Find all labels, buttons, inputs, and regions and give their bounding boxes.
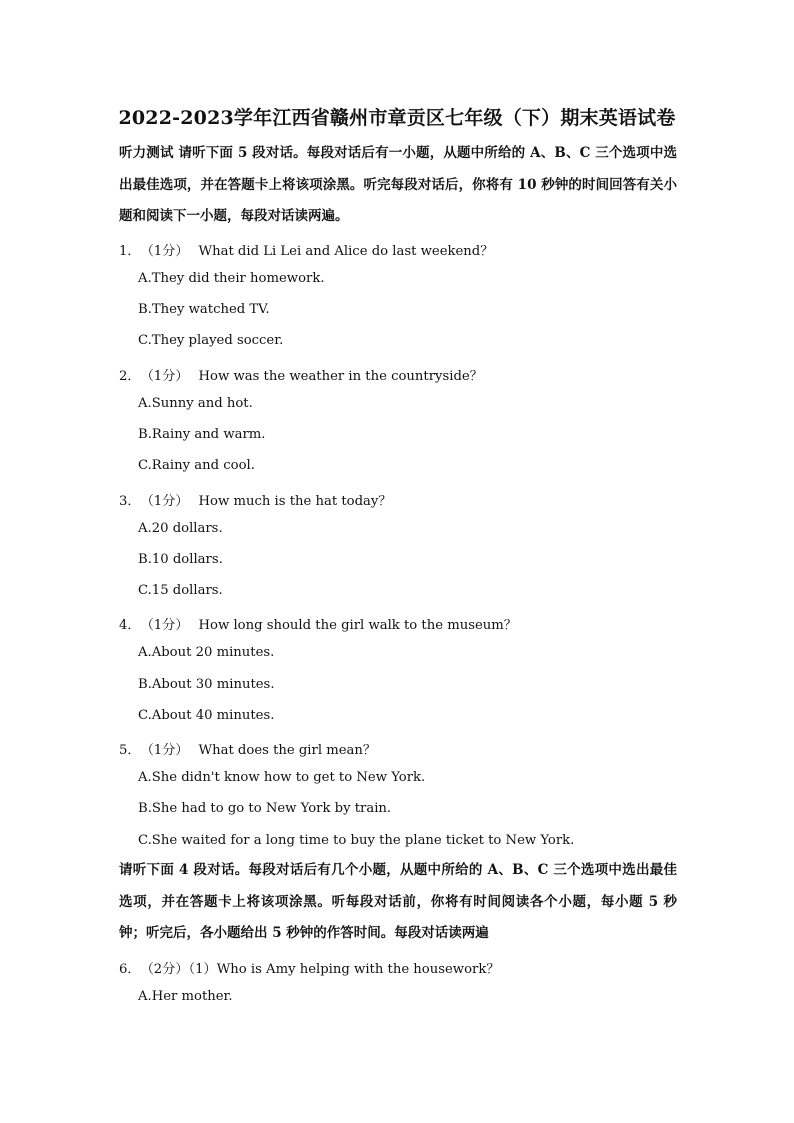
option-6a: A.Her mother. <box>138 989 233 1004</box>
option-4a: A.About 20 minutes. <box>138 645 275 660</box>
option-5b: B.She had to go to New York by train. <box>138 801 392 816</box>
question-text: How was the weather in the countryside？ <box>198 369 483 384</box>
page-title: 2022-2023学年江西省赣州市章贡区七年级（下）期末英语试卷 <box>118 107 676 129</box>
question-2 <box>119 365 483 384</box>
question-3 <box>119 490 392 509</box>
option-2c: C.Rainy and cool. <box>138 458 255 473</box>
option-3a: A.20 dollars. <box>138 521 223 536</box>
question-1 <box>119 240 493 259</box>
question-number: 6． <box>119 962 141 977</box>
listening-instructions-1: 听力测试 请听下面 5 段对话。每段对话后有一小题，从题中所给的 A、B、C 三个选项中选出最佳选项，并在答题卡上将该项涂黑。听完每段对话后，你将有 10 秒钟的时间回答有关小题和阅读下一小题，每段对话读两遍。 <box>119 145 677 224</box>
question-4 <box>119 614 517 633</box>
sub-question-number: （1） <box>188 962 217 977</box>
option-4b: B.About 30 minutes. <box>138 677 275 692</box>
question-number: 4． <box>119 618 141 633</box>
option-2b: B.Rainy and warm. <box>138 427 266 442</box>
question-text: What does the girl mean？ <box>198 743 377 758</box>
question-score: （1分） <box>140 369 189 384</box>
option-2a: A.Sunny and hot. <box>138 396 253 411</box>
question-number: 1． <box>119 244 141 259</box>
listening-instructions-2: 请听下面 4 段对话。每段对话后有几个小题，从题中所给的 A、B、C 三个选项中选出最佳选项，并在答题卡上将该项涂黑。听每段对话前，你将有时间阅读各个小题，每小题 5 秒钟；听完后，各小题给出 5 秒钟的作答时间。每段对话读两遍 <box>119 862 677 941</box>
question-score: （1分） <box>140 618 189 633</box>
question-score: （1分） <box>140 494 189 509</box>
option-1b: B.They watched TV. <box>138 302 270 317</box>
question-number: 2． <box>119 369 141 384</box>
question-text: Who is Amy helping with the housework？ <box>216 962 500 977</box>
question-number: 5． <box>119 743 141 758</box>
question-text: How long should the girl walk to the museum？ <box>198 618 517 633</box>
question-6 <box>119 958 500 977</box>
option-1c: C.They played soccer. <box>138 333 284 348</box>
question-score: （1分） <box>140 743 189 758</box>
question-text: How much is the hat today？ <box>198 494 392 509</box>
question-number: 3． <box>119 494 141 509</box>
option-4c: C.About 40 minutes. <box>138 708 275 723</box>
option-3b: B.10 dollars. <box>138 552 223 567</box>
question-score: （2分） <box>140 962 189 977</box>
option-5a: A.She didn't know how to get to New York. <box>138 770 426 785</box>
option-5c: C.She waited for a long time to buy the plane ticket to New York. <box>138 833 575 848</box>
option-1a: A.They did their homework. <box>138 271 325 286</box>
question-text: What did Li Lei and Alice do last weekend？ <box>198 244 494 259</box>
question-score: （1分） <box>140 244 189 259</box>
question-5 <box>119 739 376 758</box>
option-3c: C.15 dollars. <box>138 583 223 598</box>
